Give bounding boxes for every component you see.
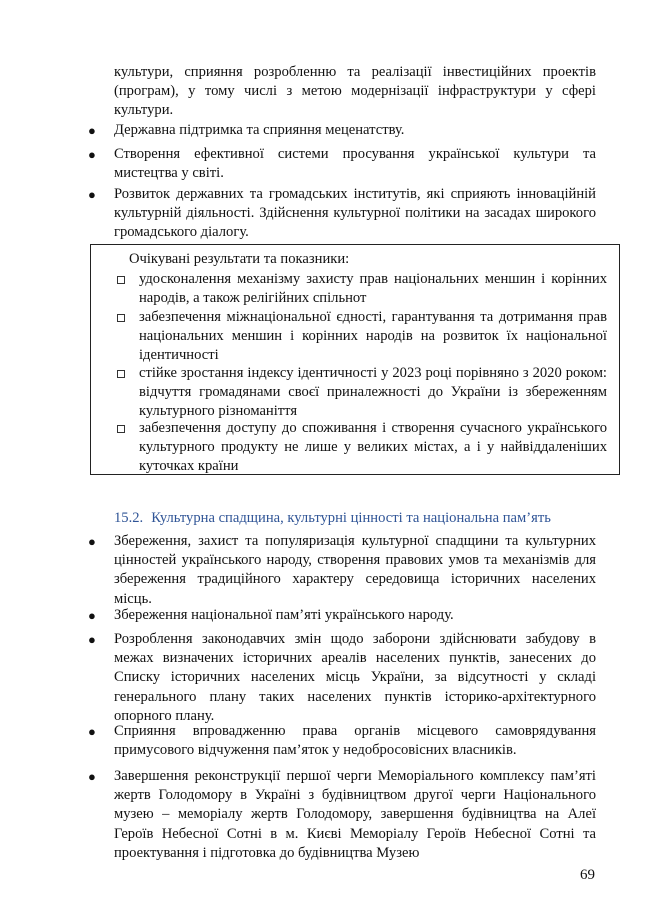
list-item-text: Створення ефективної системи просування української культури та мистецтва у світі. — [114, 146, 596, 182]
list-item-text: Завершення реконструкції першої черги Меморіального комплексу пам’яті жертв Голодомору в Україні з будівництвом другої черги Національного музею – меморіалу жертв Голодомору, завершення будівництва на Алеї Героїв Небесної Сотні в м. Києві Меморіалу Героїв Небесної Сотні та проектування і підготовка до будівництва Музею — [114, 768, 596, 861]
list-item-text: Розроблення законодавчих змін щодо заборони здійснювати забудову в межах визначених історичних ареалів населених пунктів, занесених до Списку історичних населених місць України, за відсутності у складі генерального плану таких населених пунктів історико-архітектурного опорного плану. — [114, 631, 596, 724]
bullet-icon: ● — [88, 632, 96, 647]
intro-paragraph: культури, сприяння розробленню та реалізації інвестиційних проектів (програм), у тому числі з метою модернізації інфраструктури у сфері культури. — [114, 64, 596, 119]
list-item-text: Збереження національної пам’яті українського народу. — [114, 607, 454, 623]
results-box-title: Очікувані результати та показники: — [129, 251, 350, 267]
bullet-icon: ● — [88, 187, 96, 202]
section-heading — [114, 509, 551, 528]
checkbox-square-icon — [117, 276, 125, 284]
expected-results-box — [90, 244, 620, 475]
result-item-text: забезпечення міжнаціональної єдності, гарантування та дотримання прав національних меншин і корінних народів на розвиток їх національної ідентичності — [139, 309, 607, 364]
result-item-text: стійке зростання індексу ідентичності у 2023 році порівняно з 2020 роком: відчуття громадянами своєї приналежності до України із збереженням культурного різноманіття — [139, 365, 607, 420]
checkbox-square-icon — [117, 370, 125, 378]
result-item-text: удосконалення механізму захисту прав національних меншин і корінних народів, а також релігійних спільнот — [139, 271, 607, 307]
section-title: Культурна спадщина, культурні цінності та національна пам’ять — [151, 510, 551, 526]
list-item-text: Державна підтримка та сприяння меценатству. — [114, 122, 405, 138]
result-item-text: забезпечення доступу до споживання і створення сучасного українського культурного продукту не лише у великих містах, а і у найвіддаленіших куточках країни — [139, 420, 607, 475]
list-item-text: Розвиток державних та громадських інститутів, які сприяють інноваційній культурній діяльності. Здійснення культурної політики на засадах широкого громадського діалогу. — [114, 186, 596, 241]
list-item-text: Збереження, захист та популяризація культурної спадщини та культурних цінностей українського народу, створення правових умов та механізмів для збереження традиційного характеру середовища історичних населених місць. — [114, 533, 596, 607]
checkbox-square-icon — [117, 314, 125, 322]
section-number: 15.2. — [114, 510, 144, 526]
bullet-icon: ● — [88, 724, 96, 739]
bullet-icon: ● — [88, 769, 96, 784]
bullet-icon: ● — [88, 123, 96, 138]
bullet-icon: ● — [88, 147, 96, 162]
bullet-icon: ● — [88, 534, 96, 549]
checkbox-square-icon — [117, 425, 125, 433]
list-item-text: Сприяння впровадженню права органів місцевого самоврядування примусового відчуження пам’яток у недобросовісних власників. — [114, 723, 596, 759]
bullet-icon: ● — [88, 608, 96, 623]
page-number: 69 — [580, 867, 595, 883]
